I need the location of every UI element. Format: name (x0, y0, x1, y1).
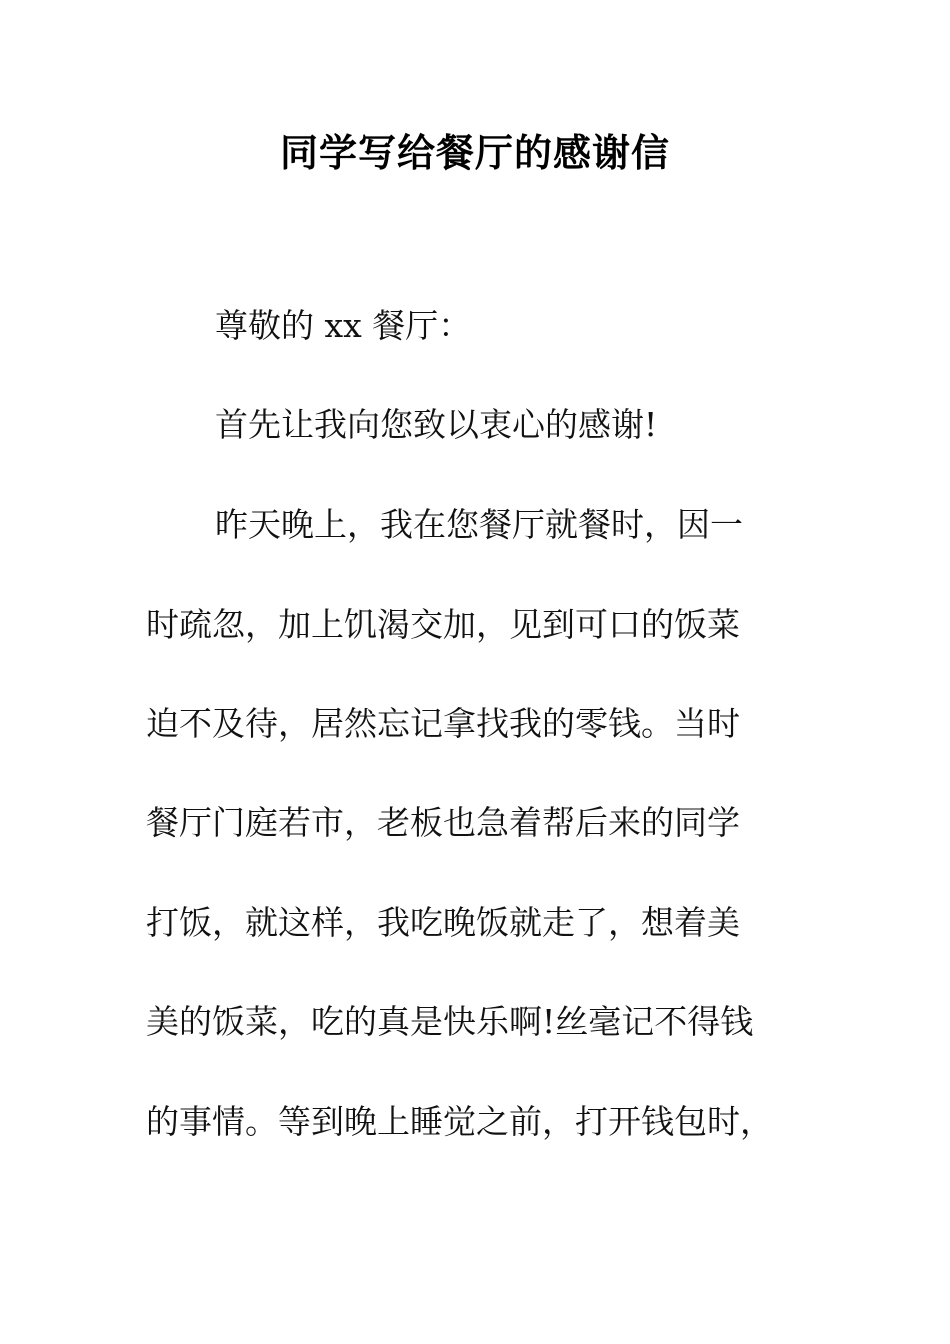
body-line: 首先让我向您致以衷心的感谢! (215, 405, 658, 444)
body-line: 的事情。等到晚上睡觉之前，打开钱包时， (146, 1102, 773, 1141)
salutation-line: 尊敬的 xx 餐厅： (215, 306, 472, 345)
body-line: 餐厅门庭若市，老板也急着帮后来的同学 (146, 803, 740, 842)
body-line: 打饭，就这样，我吃晚饭就走了，想着美 (146, 903, 740, 942)
body-line: 迫不及待，居然忘记拿找我的零钱。当时 (146, 704, 740, 743)
letter-title: 同学写给餐厅的感谢信 (279, 131, 670, 175)
body-line: 昨天晚上，我在您餐厅就餐时，因一 (215, 505, 743, 544)
body-line: 时疏忽，加上饥渴交加，见到可口的饭菜 (146, 605, 740, 644)
body-line: 美的饭菜，吃的真是快乐啊!丝毫记不得钱 (146, 1002, 754, 1041)
